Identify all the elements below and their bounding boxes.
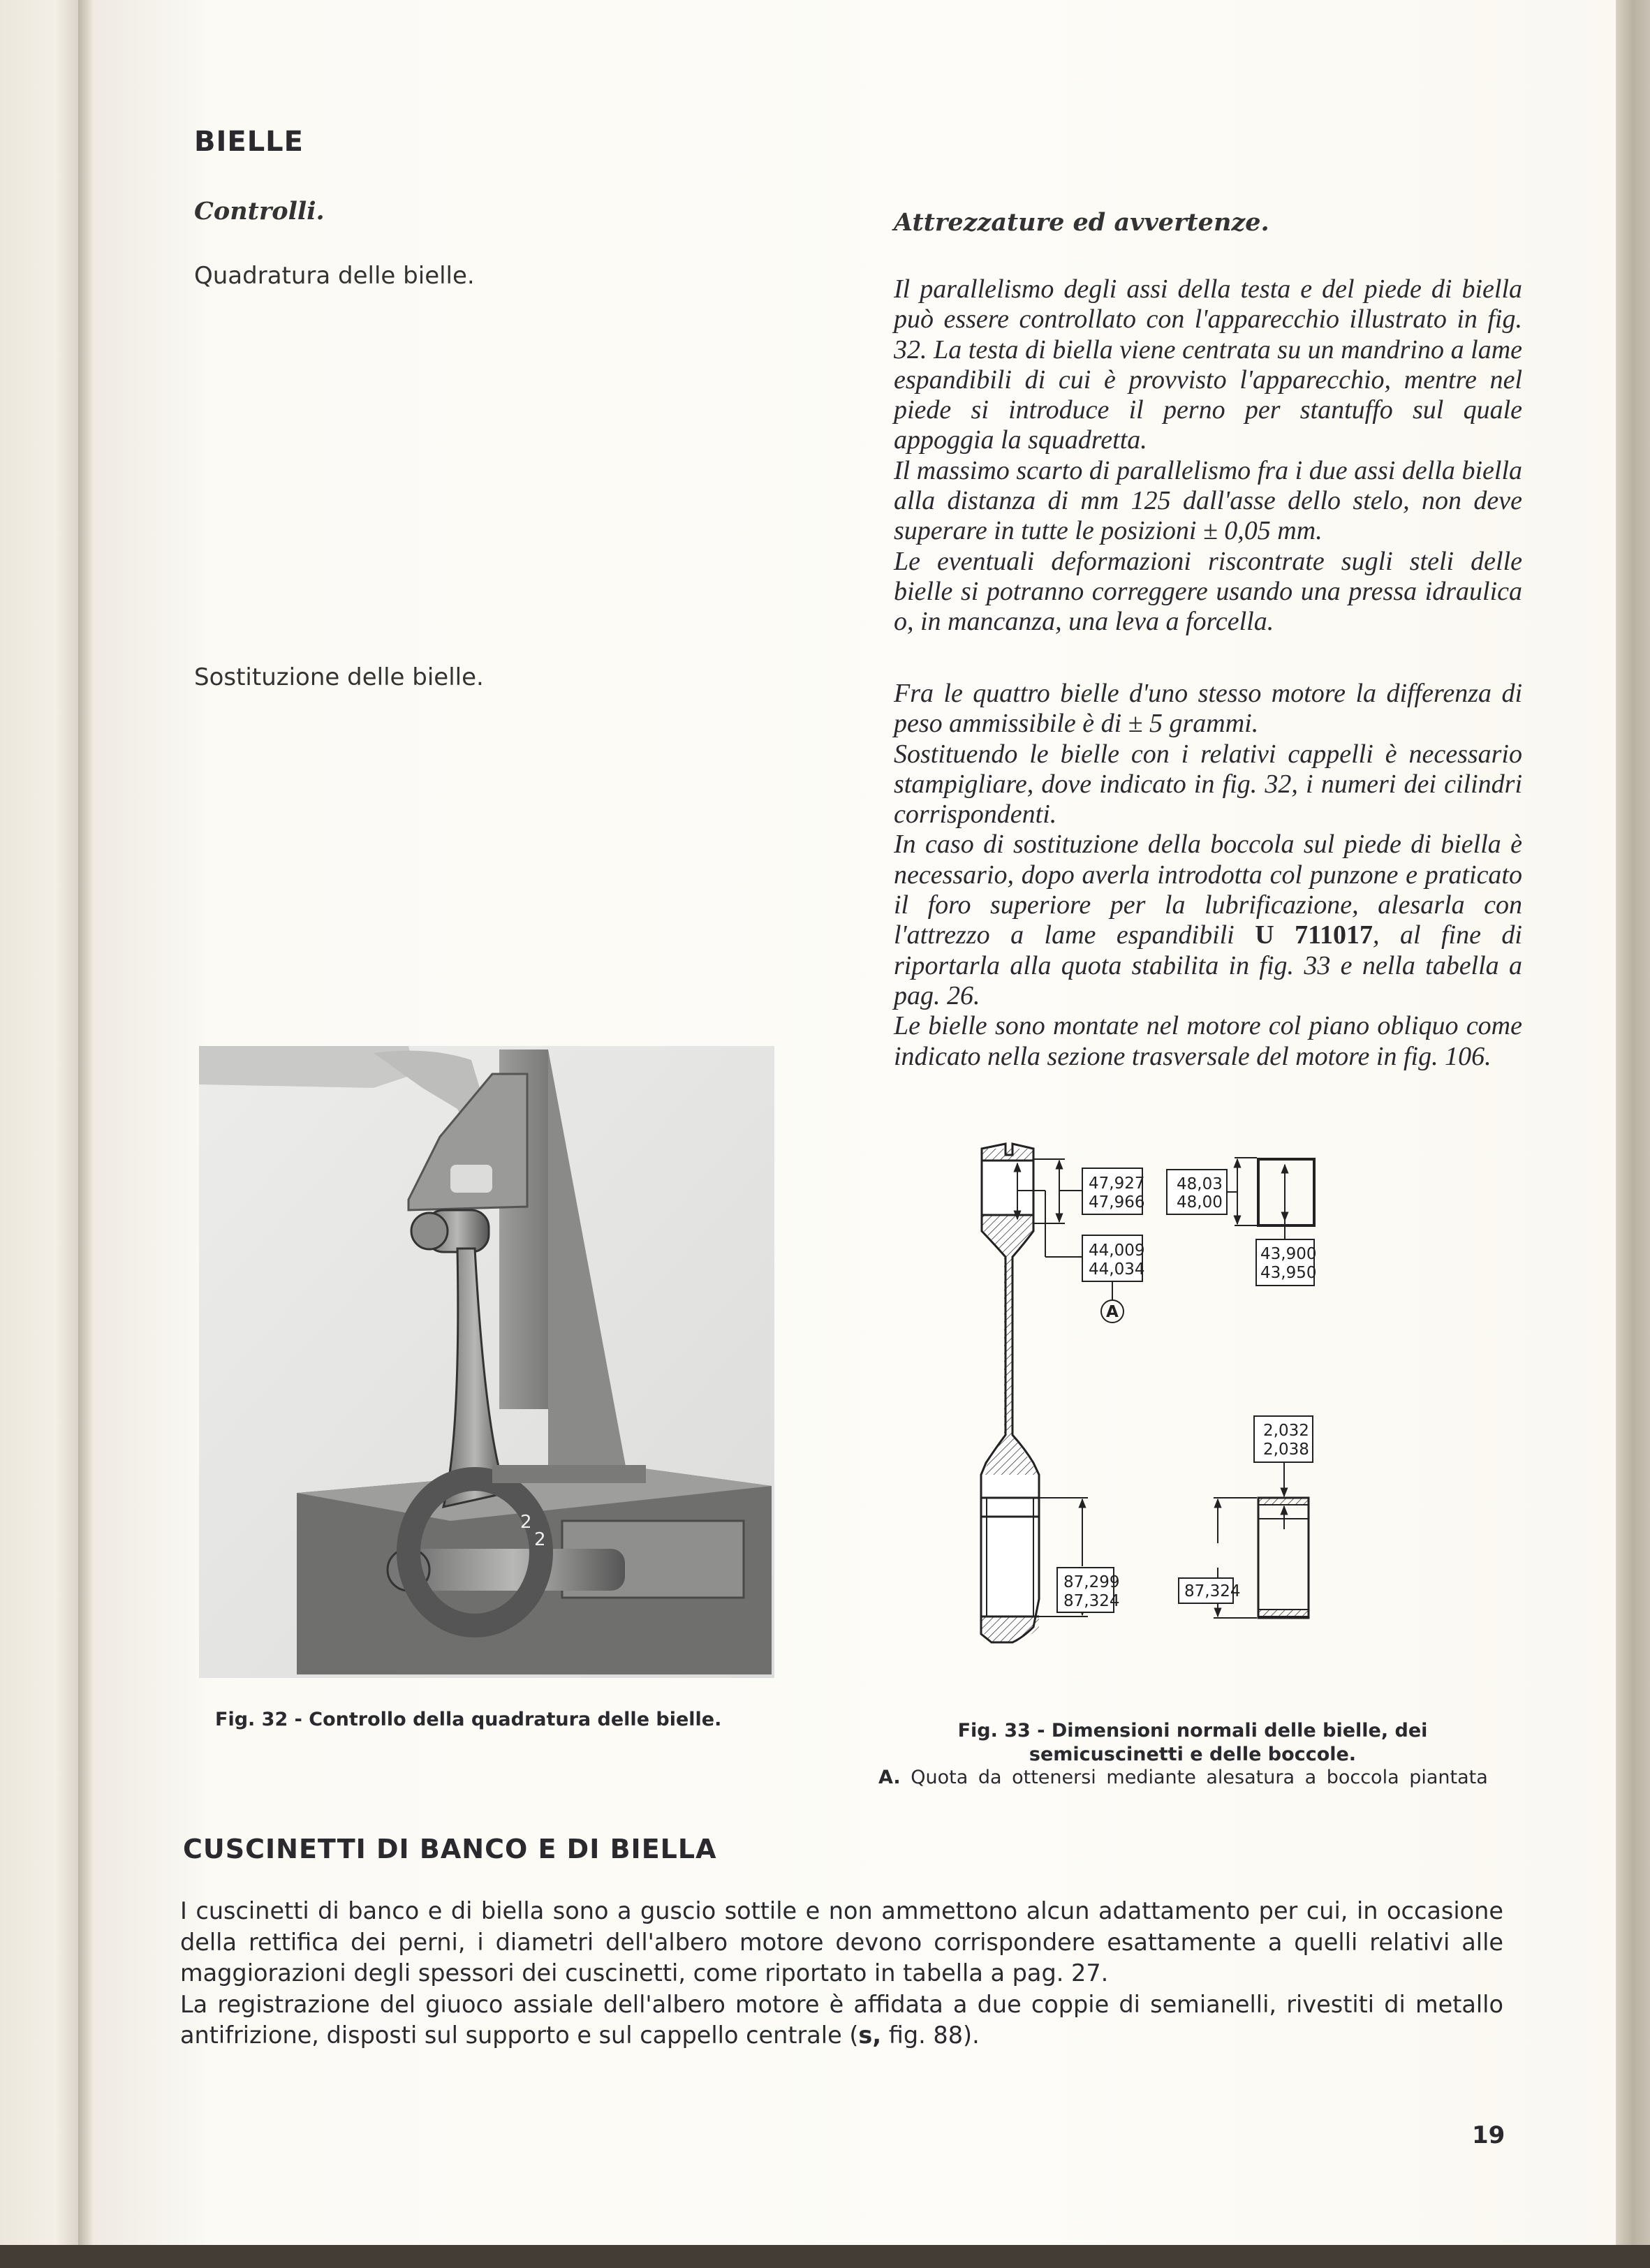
dim-shell-outer: 87,324 [1184, 1582, 1241, 1600]
page-number: 19 [1472, 2121, 1505, 2149]
paragraph [180, 1989, 1503, 2052]
paragraph: Le bielle sono montate nel motore col piano obliquo come indicato nella sezione trasversale del motore in fig. 106. [894, 1011, 1522, 1071]
section-title: BIELLE [194, 126, 304, 158]
figure-32-caption: Fig. 32 - Controllo della quadratura delle bielle. [215, 1709, 722, 1730]
paragraph: I cuscinetti di banco e di biella sono a guscio sottile e non ammettono alcun adattamento per cui, in occasione della rettifica dei perni, i diametri dell'albero motore devono corrispondere esattamente a quelli relativi alle maggiorazioni degli spessori dei cuscinetti, come riportato in tabella a pag. 27. [180, 1897, 1503, 1987]
note-label: A. [878, 1767, 901, 1788]
scan-background [0, 2245, 1650, 2268]
dim-bush-outer-2: 48,00 [1177, 1193, 1223, 1212]
paragraph: Fra le quattro bielle d'uno stesso motore la differenza di peso ammissibile è di ± 5 grammi. [894, 679, 1522, 739]
figure-33-caption: Fig. 33 - Dimensioni normali delle bielle, dei semicuscinetti e delle boccole. [957, 1720, 1428, 1765]
section-title-cuscinetti: CUSCINETTI DI BANCO E DI BIELLA [183, 1834, 717, 1864]
paragraph: Sostituendo le bielle con i relativi cappelli è necessario stampigliare, dove indicato in fig. 32, i numeri dei cilindri corrispondenti. [894, 739, 1522, 830]
cuscinetti-text-block [180, 1896, 1503, 2052]
figure-33-drawing [964, 1117, 1417, 1711]
subheading-controlli: Controlli. [194, 197, 325, 226]
figure-33-note [878, 1767, 1488, 1788]
dim-small-end-outer-min: 47,927 [1089, 1174, 1145, 1193]
dim-bush-inner-max: 43,950 [1260, 1264, 1317, 1282]
dim-bush-inner-min: 43,900 [1260, 1245, 1317, 1263]
page-edge-right [1616, 0, 1650, 2245]
paragraph: Il parallelismo degli assi della testa e del piede di biella può essere controllato con l'apparecchio illustrato in fig. 32. La testa di biella viene centrata su un mandrino a lame espandibili di cui è provvisto l'apparecchio, mentre nel piede si introduce il perno per stantuffo sul quale appoggia la squadretta. [894, 274, 1522, 455]
stamped-number: 2 [534, 1529, 546, 1550]
stamped-number: 2 [520, 1512, 532, 1533]
dim-big-end-bore-min: 87,299 [1063, 1573, 1120, 1591]
side-label-quadratura: Quadratura delle bielle. [194, 262, 475, 290]
quadratura-text-block [894, 274, 1522, 638]
callout-marker-a: A [1106, 1303, 1119, 1321]
gutter-shadow [78, 0, 94, 2268]
dim-bush-outer-1: 48,03 [1177, 1175, 1223, 1193]
dim-small-end-outer-max: 47,966 [1089, 1193, 1145, 1212]
paragraph: Le eventuali deformazioni riscontrate sugli steli delle bielle si potranno correggere usando una pressa idraulica o, in mancanza, una leva a forcella. [894, 546, 1522, 637]
sostituzione-text-block [894, 679, 1522, 1072]
dim-small-end-bore-max: 44,034 [1089, 1260, 1145, 1279]
note-text: Quota da ottenersi mediante alesatura a boccola piantata [911, 1767, 1488, 1788]
text-run: La registrazione del giuoco assiale dell'albero motore è affidata a due coppie di semianelli, rivestiti di metallo antifrizione, disposti sul supporto e sul cappello centrale ( [180, 1990, 1503, 2049]
dim-shell-thickness-max: 2,038 [1263, 1441, 1309, 1459]
paragraph: Il massimo scarto di parallelismo fra i due assi della biella alla distanza di mm 125 dall'asse dello stelo, non deve superare in tutte le posizioni ± 0,05 mm. [894, 455, 1522, 546]
side-label-sostituzione: Sostituzione delle bielle. [194, 663, 484, 691]
text-run: , al fine di riportarla alla quota stabilita in fig. 33 e nella tabella a pag. 26. [894, 920, 1522, 1010]
dim-big-end-bore-max: 87,324 [1063, 1592, 1120, 1610]
paragraph [894, 830, 1522, 1011]
text-run: fig. 88). [881, 2022, 980, 2049]
dim-shell-thickness-min: 2,032 [1263, 1422, 1309, 1440]
subheading-attrezzature: Attrezzature ed avvertenze. [894, 208, 1269, 237]
text-run: In caso di sostituzione della boccola sul piede di biella è necessario, dopo averla introdotta col punzone e praticato il foro superiore per la lubrificazione, alesarla con l'attrezzo a lame espandibili [894, 830, 1522, 950]
figure-32-photo [199, 1046, 774, 1678]
dim-small-end-bore-min: 44,009 [1089, 1242, 1145, 1260]
tool-code: U 711017 [1255, 920, 1373, 950]
bold-reference: s, [858, 2022, 882, 2049]
book-spine-left-page [0, 0, 80, 2268]
